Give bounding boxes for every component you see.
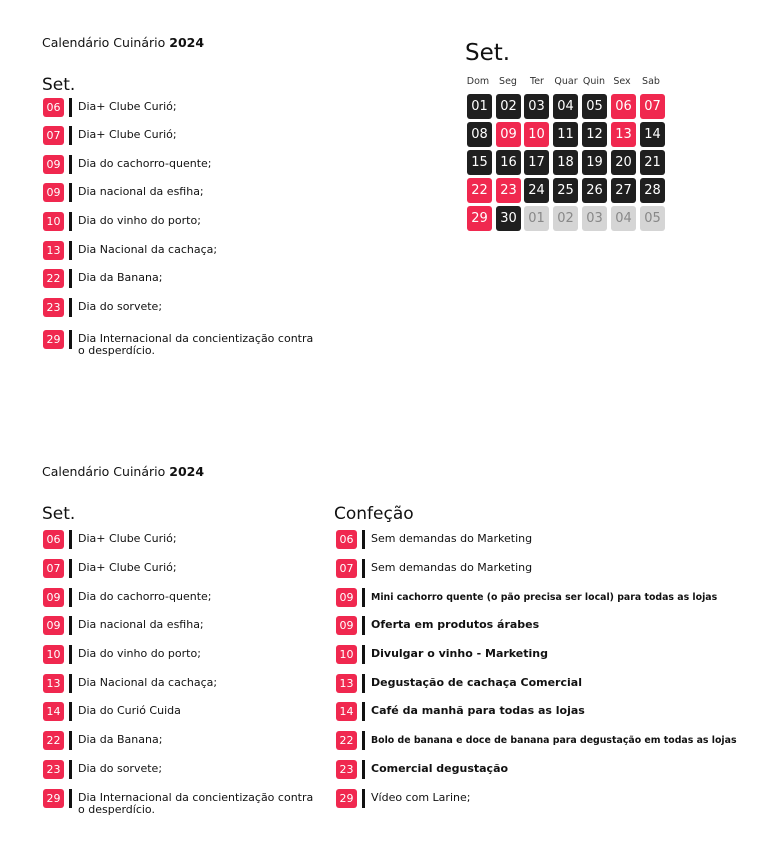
divider-bar xyxy=(69,126,72,145)
divider-bar xyxy=(362,616,365,635)
day-badge: 23 xyxy=(336,760,357,779)
list-item xyxy=(336,789,470,809)
calendar-day-cell[interactable]: 02 xyxy=(496,94,521,119)
weekday-label: Ter xyxy=(530,76,544,87)
day-badge: 09 xyxy=(43,183,64,202)
event-text: Dia do Curió Cuida xyxy=(78,704,181,717)
calendar-day-cell[interactable]: 30 xyxy=(496,206,521,231)
calendar-day-cell[interactable]: 01 xyxy=(524,206,549,231)
divider-bar xyxy=(69,645,72,664)
confeccao-heading: Confeção xyxy=(334,504,414,524)
divider-bar xyxy=(69,269,72,288)
day-badge: 23 xyxy=(43,298,64,317)
calendar-day-cell[interactable]: 01 xyxy=(467,94,492,119)
calendar-day-cell[interactable]: 13 xyxy=(611,122,636,147)
event-text: Bolo de banana e doce de banana para degustação em todas as lojas xyxy=(371,735,737,746)
event-text: Dia Nacional da cachaça; xyxy=(78,676,218,689)
list-item xyxy=(43,559,177,579)
event-text: Dia+ Clube Curió; xyxy=(78,100,177,113)
divider-bar xyxy=(69,241,72,260)
event-text: Dia+ Clube Curió; xyxy=(78,561,177,574)
list-item xyxy=(43,674,217,694)
calendar-day-cell[interactable]: 07 xyxy=(640,94,665,119)
divider-bar xyxy=(69,298,72,317)
list-item xyxy=(43,298,162,318)
day-badge: 13 xyxy=(43,674,64,693)
calendar-month-title: Set. xyxy=(465,40,511,66)
calendar-day-cell[interactable]: 04 xyxy=(611,206,636,231)
list-item xyxy=(43,212,201,232)
calendar-day-cell[interactable]: 05 xyxy=(640,206,665,231)
event-text: Dia nacional da esfiha; xyxy=(78,618,204,631)
calendar-day-cell[interactable]: 20 xyxy=(611,150,636,175)
day-badge: 09 xyxy=(43,616,64,635)
calendar-day-cell[interactable]: 10 xyxy=(524,122,549,147)
list-item xyxy=(43,731,162,751)
list-item xyxy=(43,126,177,146)
list-item xyxy=(43,330,318,357)
calendar-day-cell[interactable]: 28 xyxy=(640,178,665,203)
divider-bar xyxy=(69,702,72,721)
weekday-label: Quin xyxy=(582,76,606,87)
calendar-day-cell[interactable]: 15 xyxy=(467,150,492,175)
list-item xyxy=(336,530,532,550)
day-badge: 29 xyxy=(336,789,357,808)
day-badge: 13 xyxy=(336,674,357,693)
event-text: Divulgar o vinho - Marketing xyxy=(371,647,549,660)
divider-bar xyxy=(69,616,72,635)
event-text: Dia do cachorro-quente; xyxy=(78,590,212,603)
calendar-day-cell[interactable]: 11 xyxy=(553,122,578,147)
event-text: Dia do sorvete; xyxy=(78,300,163,313)
list-item xyxy=(43,98,177,118)
calendar-day-cell[interactable]: 08 xyxy=(467,122,492,147)
day-badge: 22 xyxy=(43,269,64,288)
event-text: Oferta em produtos árabes xyxy=(371,618,540,631)
day-badge: 23 xyxy=(43,760,64,779)
divider-bar xyxy=(362,731,365,750)
calendar-day-cell[interactable]: 17 xyxy=(524,150,549,175)
calendar-day-cell[interactable]: 24 xyxy=(524,178,549,203)
event-text: Dia nacional da esfiha; xyxy=(78,185,204,198)
calendar-day-cell[interactable]: 06 xyxy=(611,94,636,119)
event-text: Café da manhã para todas as lojas xyxy=(371,704,585,717)
list-item xyxy=(336,616,539,636)
divider-bar xyxy=(69,183,72,202)
page-title: Calendário Cuinário 2024 xyxy=(42,464,205,479)
calendar-day-cell[interactable]: 22 xyxy=(467,178,492,203)
day-badge: 09 xyxy=(336,588,357,607)
list-item xyxy=(336,674,582,694)
calendar-day-cell[interactable]: 02 xyxy=(553,206,578,231)
day-badge: 29 xyxy=(43,789,64,808)
divider-bar xyxy=(69,530,72,549)
divider-bar xyxy=(362,674,365,693)
day-badge: 06 xyxy=(43,98,64,117)
day-badge: 06 xyxy=(336,530,357,549)
event-text: Dia da Banana; xyxy=(78,271,163,284)
event-text: Vídeo com Larine; xyxy=(371,791,471,804)
weekday-label: Seg xyxy=(499,76,517,87)
day-badge: 13 xyxy=(43,241,64,260)
list-item xyxy=(336,559,532,579)
event-text: Dia do vinho do porto; xyxy=(78,647,201,660)
list-item xyxy=(336,760,508,780)
calendar-day-cell[interactable]: 19 xyxy=(582,150,607,175)
day-badge: 22 xyxy=(43,731,64,750)
day-badge: 22 xyxy=(336,731,357,750)
day-badge: 10 xyxy=(336,645,357,664)
event-text: Comercial degustação xyxy=(371,762,509,775)
event-text: Dia do vinho do porto; xyxy=(78,214,201,227)
divider-bar xyxy=(362,702,365,721)
list-item xyxy=(336,645,548,665)
list-item xyxy=(43,269,162,289)
divider-bar xyxy=(69,98,72,117)
calendar-day-cell[interactable]: 03 xyxy=(582,206,607,231)
divider-bar xyxy=(69,330,72,349)
day-badge: 14 xyxy=(43,702,64,721)
divider-bar xyxy=(69,559,72,578)
list-item xyxy=(43,241,217,261)
day-badge: 07 xyxy=(43,126,64,145)
divider-bar xyxy=(69,588,72,607)
calendar-day-cell[interactable]: 26 xyxy=(582,178,607,203)
divider-bar xyxy=(69,731,72,750)
calendar-day-cell[interactable]: 12 xyxy=(582,122,607,147)
divider-bar xyxy=(362,530,365,549)
event-text: Dia Internacional da concientização contra o desperdício. xyxy=(78,791,314,816)
list-item xyxy=(43,155,212,175)
list-item xyxy=(336,702,585,722)
weekday-label: Dom xyxy=(466,76,490,87)
divider-bar xyxy=(69,760,72,779)
calendar-day-cell[interactable]: 23 xyxy=(496,178,521,203)
calendar-day-cell[interactable]: 21 xyxy=(640,150,665,175)
event-text: Degustação de cachaça Comercial xyxy=(371,676,582,689)
day-badge: 29 xyxy=(43,330,64,349)
weekday-label: Sab xyxy=(642,76,660,87)
event-text: Dia+ Clube Curió; xyxy=(78,532,177,545)
calendar-day-cell[interactable]: 27 xyxy=(611,178,636,203)
list-item xyxy=(43,760,162,780)
day-badge: 07 xyxy=(336,559,357,578)
calendar-day-cell[interactable]: 29 xyxy=(467,206,492,231)
divider-bar xyxy=(362,645,365,664)
calendar-day-cell[interactable]: 18 xyxy=(553,150,578,175)
event-text: Sem demandas do Marketing xyxy=(371,532,533,545)
event-text: Dia do sorvete; xyxy=(78,762,163,775)
list-item xyxy=(43,702,181,722)
month-heading: Set. xyxy=(42,504,76,524)
divider-bar xyxy=(69,155,72,174)
event-text: Dia da Banana; xyxy=(78,733,163,746)
day-badge: 09 xyxy=(43,155,64,174)
day-badge: 10 xyxy=(43,645,64,664)
divider-bar xyxy=(69,674,72,693)
calendar-day-cell[interactable]: 04 xyxy=(553,94,578,119)
calendar-day-cell[interactable]: 16 xyxy=(496,150,521,175)
calendar-day-cell[interactable]: 09 xyxy=(496,122,521,147)
list-item xyxy=(43,616,204,636)
day-badge: 10 xyxy=(43,212,64,231)
event-text: Dia Nacional da cachaça; xyxy=(78,243,218,256)
list-item xyxy=(43,530,177,550)
weekday-label: Sex xyxy=(613,76,631,87)
divider-bar xyxy=(362,760,365,779)
event-text: Dia Internacional da concientização contra o desperdício. xyxy=(78,332,314,357)
calendar-day-cell[interactable]: 25 xyxy=(553,178,578,203)
list-item xyxy=(336,588,717,608)
list-item xyxy=(43,183,204,203)
event-text: Mini cachorro quente (o pão precisa ser local) para todas as lojas xyxy=(371,592,718,603)
event-text: Dia+ Clube Curió; xyxy=(78,128,177,141)
weekday-label: Quar xyxy=(554,76,578,87)
list-item xyxy=(43,645,201,665)
calendar-day-cell[interactable]: 14 xyxy=(640,122,665,147)
day-badge: 07 xyxy=(43,559,64,578)
calendar-day-cell[interactable]: 03 xyxy=(524,94,549,119)
divider-bar xyxy=(362,588,365,607)
event-text: Sem demandas do Marketing xyxy=(371,561,533,574)
list-item xyxy=(43,789,318,816)
calendar-day-cell[interactable]: 05 xyxy=(582,94,607,119)
list-item xyxy=(43,588,212,608)
day-badge: 09 xyxy=(43,588,64,607)
event-text: Dia do cachorro-quente; xyxy=(78,157,212,170)
day-badge: 09 xyxy=(336,616,357,635)
month-heading: Set. xyxy=(42,75,76,95)
page-title: Calendário Cuinário 2024 xyxy=(42,35,205,50)
divider-bar xyxy=(362,559,365,578)
list-item xyxy=(336,731,737,751)
divider-bar xyxy=(69,789,72,808)
divider-bar xyxy=(69,212,72,231)
day-badge: 06 xyxy=(43,530,64,549)
divider-bar xyxy=(362,789,365,808)
day-badge: 14 xyxy=(336,702,357,721)
